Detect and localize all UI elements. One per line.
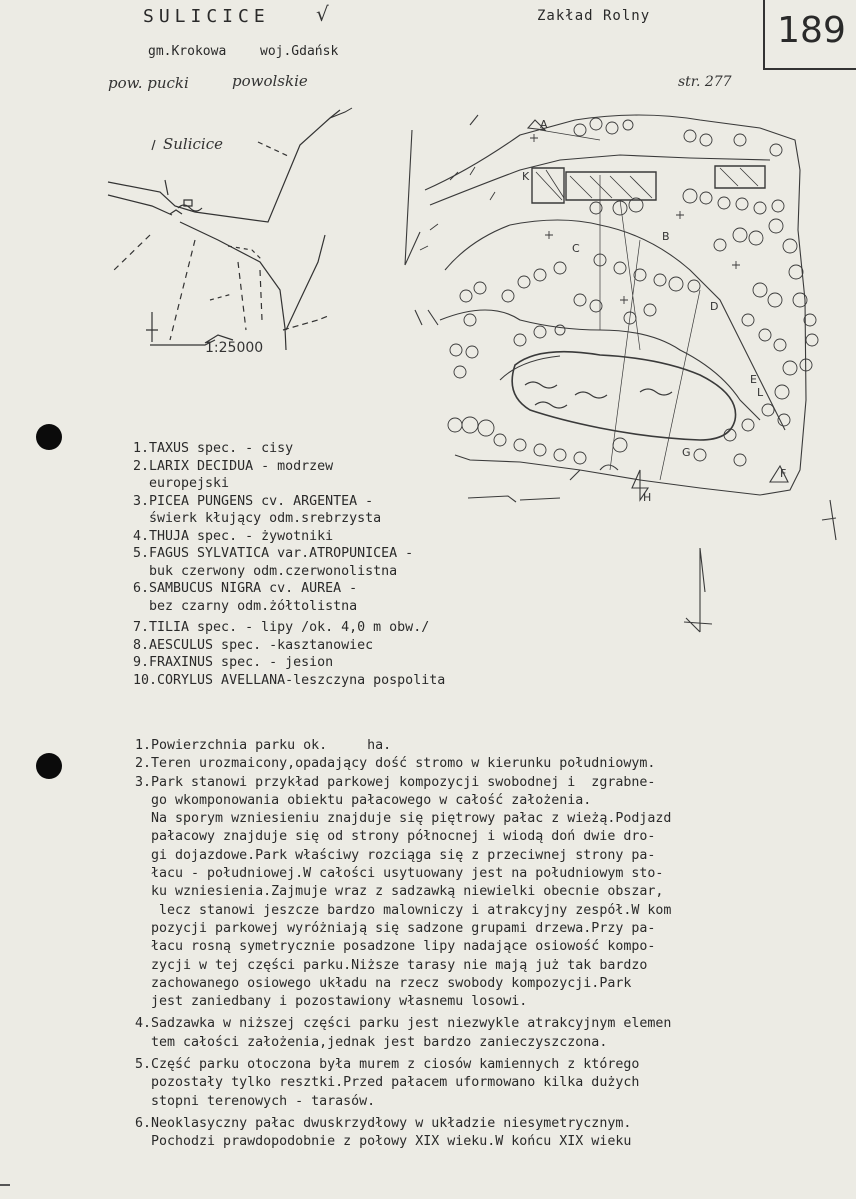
note-line: 5.Część parku otoczona była murem z ciosów kamiennych z którego	[135, 1057, 640, 1073]
plan-marker-c: C	[572, 242, 580, 255]
note-line: 6.Neoklasyczny pałac dwuskrzydłowy w układzie niesymetrycznym.	[135, 1115, 632, 1131]
note-line: 3.Park stanowi przykład parkowej kompozycji swobodnej i zgrabne-	[135, 774, 656, 790]
legend-line: 10.CORYLUS AVELLANA-leszczyna pospolita	[133, 672, 446, 688]
legend-line: świerk kłujący odm.srebrzysta	[133, 511, 382, 526]
legend-line: 2.LARIX DECIDUA - modrzew	[133, 458, 334, 474]
binder-hole-bottom	[36, 753, 62, 779]
species-legend	[133, 440, 445, 689]
institution-name: Zakład Rolny	[537, 8, 651, 24]
note-line: łacu rosną symetrycznie posadzone lipy nadające osiowość kompo-	[135, 939, 656, 955]
legend-line: buk czerwony odm.czerwonolistna	[133, 563, 398, 579]
legend-line: 4.THUJA spec. - żywotniki	[133, 528, 334, 544]
plan-marker-a: A	[540, 118, 548, 131]
note-line: łacu - południowej.W całości usytuowany jest na południowym sto-	[135, 866, 664, 882]
note-line: Na sporym wzniesieniu znajduje się piętrowy pałac z wieżą.Podjazd	[135, 811, 672, 827]
commune-label: gm.Krokowa	[148, 44, 227, 59]
legend-line: 7.TILIA spec. - lipy /ok. 4,0 m obw./	[133, 620, 430, 635]
note-line: zachowanego osiowego układu na rzecz swobody kompozycji.Park	[135, 975, 632, 991]
page-title: SULICICE	[143, 6, 270, 27]
legend-line: 3.PICEA PUNGENS cv. ARGENTEA -	[133, 493, 374, 509]
location-map	[108, 108, 352, 356]
fold-mark	[0, 1184, 10, 1186]
note-line: jest zaniedbany i pozostawiony własnemu losowi.	[135, 994, 528, 1010]
plan-marker-b: B	[662, 230, 670, 243]
note-line: stopni terenowych - tarasów.	[135, 1093, 376, 1109]
note-line: ku wzniesienia.Zajmuje wraz z sadzawką niewielki obecnie obszar,	[135, 884, 664, 900]
note-line: 1.Powierzchnia parku ok. ha.	[135, 738, 392, 753]
note-line: tem całości założenia,jednak jest bardzo zanieczyszczona.	[135, 1034, 608, 1050]
district-note: pow. pucki	[108, 74, 189, 92]
plan-marker-f: F	[780, 467, 787, 480]
site-plan	[405, 115, 836, 632]
note-line: 4.Sadzawka w niższej części parku jest niezwykle atrakcyjnym elemen	[135, 1016, 672, 1032]
park-description	[135, 737, 671, 1152]
plan-marker-l: L	[757, 386, 764, 399]
legend-line: 9.FRAXINUS spec. - jesion	[133, 655, 334, 670]
legend-line: bez czarny odm.żółtolistna	[133, 598, 358, 614]
legend-line: 6.SAMBUCUS NIGRA cv. AUREA -	[133, 581, 358, 596]
plan-marker-d: D	[710, 300, 719, 313]
note-line: go wkomponowania obiektu pałacowego w całość założenia.	[135, 792, 592, 808]
plan-marker-h: H	[643, 491, 652, 504]
note-line: pozostały tylko resztki.Przed pałacem uformowano kilka dużych	[135, 1075, 640, 1091]
plan-marker-g: G	[682, 446, 691, 459]
legend-line: 1.TAXUS spec. - cisy	[133, 441, 294, 456]
note-line: zycji w tej części parku.Niższe tarasy nie mają już tak bardzo	[135, 957, 648, 973]
note-line: lecz stanowi jeszcze bardzo malowniczy i atrakcyjny zespół.W kom	[135, 902, 672, 918]
note-line: pozycji parkowej wyróżniają się sadzone grupami drzewa.Przy pa-	[135, 920, 656, 936]
check-mark: √	[316, 2, 329, 26]
legend-line: europejski	[133, 476, 230, 491]
page-number: 189	[777, 10, 846, 51]
note-line: pałacowy znajduje się od strony północnej i wiodą doń dwie dro-	[135, 829, 656, 845]
page-reference: str. 277	[678, 74, 732, 90]
legend-line: 5.FAGUS SYLVATICA var.ATROPUNICEA -	[133, 546, 414, 561]
note-line: Pochodzi prawdopodobnie z połowy XIX wieku.W końcu XIX wieku	[135, 1134, 632, 1150]
plan-marker-e: E	[750, 373, 757, 386]
map-place-label: Sulicice	[163, 135, 224, 153]
voivodeship-label: woj.Gdańsk	[260, 44, 339, 59]
district-note-2: powolskie	[232, 72, 308, 90]
plan-marker-k: K	[522, 170, 530, 183]
map-scale-label: 1:25000	[205, 340, 264, 356]
legend-line: 8.AESCULUS spec. -kasztanowiec	[133, 637, 374, 653]
note-line: gi dojazdowe.Park właściwy rozciąga się z przeciwnej strony pa-	[135, 847, 656, 863]
note-line: 2.Teren urozmaicony,opadający dość stromo w kierunku południowym.	[135, 756, 656, 772]
